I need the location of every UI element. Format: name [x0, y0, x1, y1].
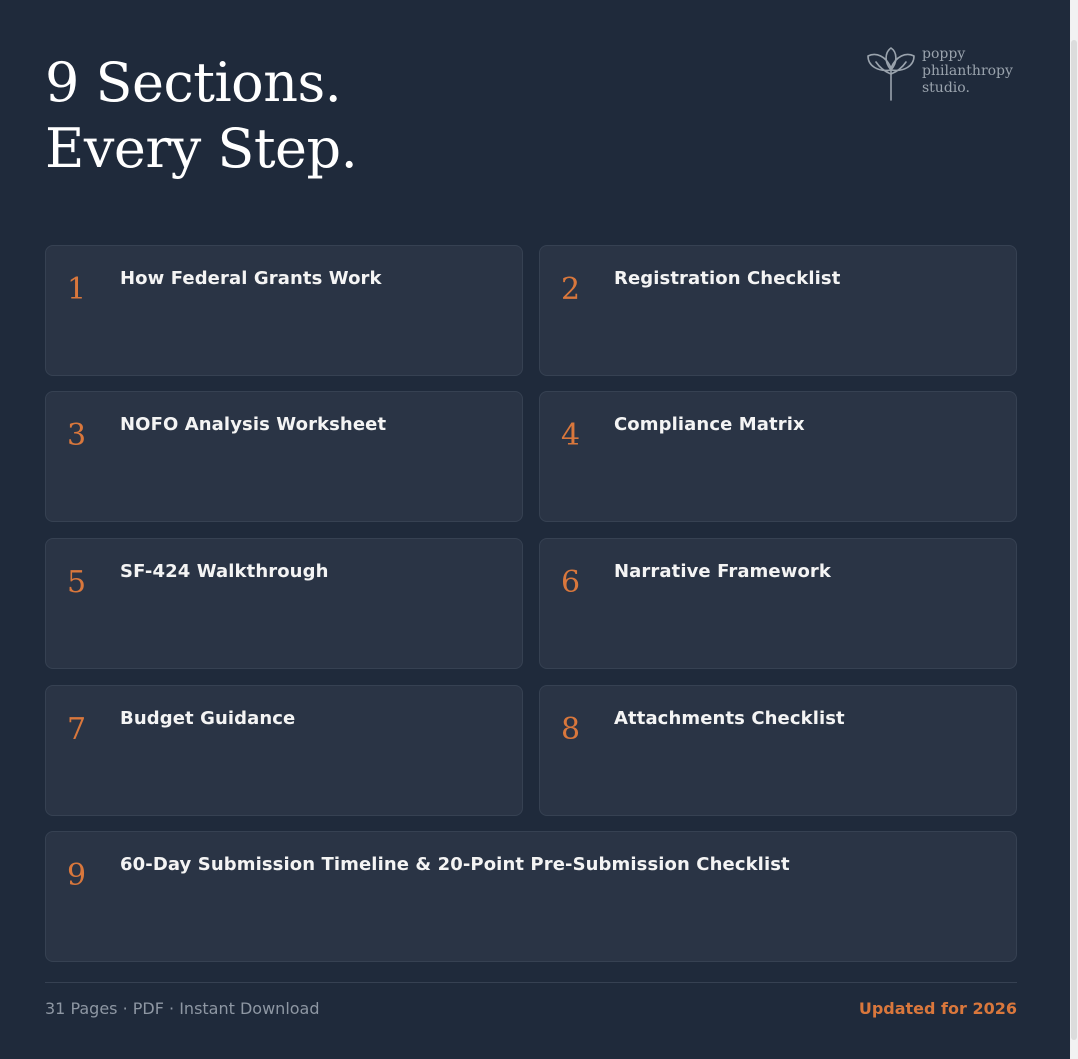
- section-number: 6: [561, 565, 581, 600]
- scrollbar[interactable]: [1070, 0, 1078, 1059]
- section-card-5: [45, 538, 523, 669]
- section-title: Attachments Checklist: [614, 708, 845, 729]
- section-card-2: [539, 245, 1017, 376]
- brand-logo: [864, 44, 1024, 104]
- section-number: 1: [67, 272, 87, 307]
- section-title: Budget Guidance: [120, 708, 296, 729]
- section-number: 3: [67, 418, 87, 453]
- section-card-3: [45, 391, 523, 522]
- section-card-7: [45, 685, 523, 816]
- section-number: 8: [561, 712, 581, 747]
- section-number: 4: [561, 418, 581, 453]
- section-card-1: [45, 245, 523, 376]
- section-number: 5: [67, 565, 87, 600]
- page-title: [45, 50, 357, 182]
- brand-name: [922, 46, 1013, 97]
- section-card-8: [539, 685, 1017, 816]
- section-number: 2: [561, 272, 581, 307]
- scrollbar-thumb[interactable]: [1071, 40, 1077, 1040]
- title-line-1: 9 Sections.: [45, 51, 342, 114]
- section-title: Compliance Matrix: [614, 414, 805, 435]
- section-number: 7: [67, 712, 87, 747]
- title-line-2: Every Step.: [45, 117, 358, 180]
- section-title: SF-424 Walkthrough: [120, 561, 329, 582]
- footer-divider: [45, 982, 1017, 983]
- section-title: Narrative Framework: [614, 561, 831, 582]
- section-card-4: [539, 391, 1017, 522]
- section-title: 60-Day Submission Timeline & 20-Point Pre-Submission Checklist: [120, 854, 790, 875]
- section-card-6: [539, 538, 1017, 669]
- section-title: Registration Checklist: [614, 268, 841, 289]
- section-title: NOFO Analysis Worksheet: [120, 414, 387, 435]
- brand-name-line-1: poppy: [922, 46, 966, 62]
- update-note: Updated for 2026: [858, 999, 1017, 1018]
- section-card-9: [45, 831, 1017, 962]
- brand-name-line-2: philanthropy: [922, 63, 1013, 79]
- poppy-flower-icon: [864, 46, 918, 102]
- section-number: 9: [67, 858, 87, 893]
- brand-name-line-3: studio.: [922, 80, 970, 96]
- product-details: 31 Pages · PDF · Instant Download: [45, 999, 320, 1018]
- section-title: How Federal Grants Work: [120, 268, 382, 289]
